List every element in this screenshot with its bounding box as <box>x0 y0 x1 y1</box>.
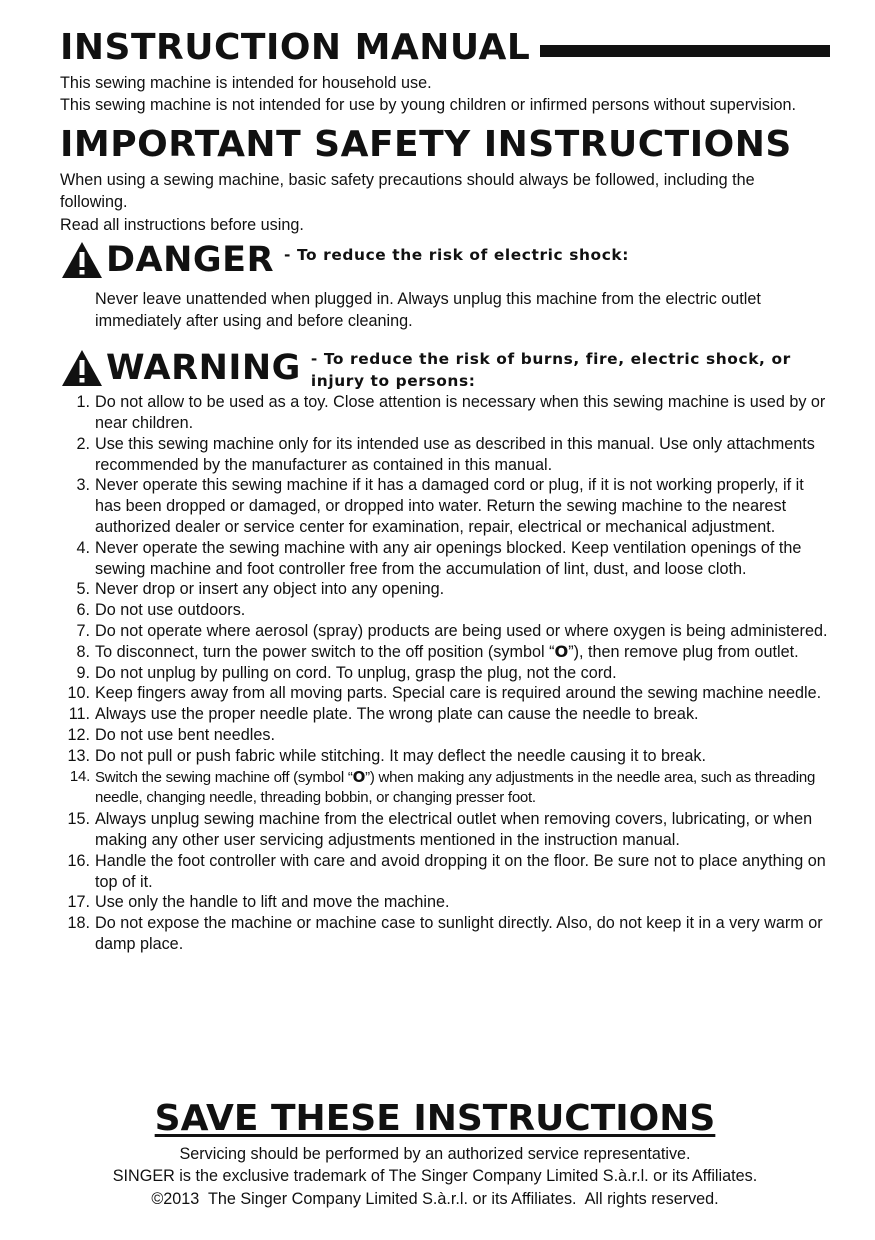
service-note: Servicing should be performed by an authorized service representative. <box>179 1145 691 1163</box>
list-item: 8. To disconnect, turn the power switch to the off position (symbol “O”), then remove plug from outlet. <box>76 641 799 661</box>
list-item: 16. Handle the foot controller with care and avoid dropping it on the floor. Be sure not to place anything on top of it. <box>67 851 826 891</box>
warning-heading <box>60 348 830 392</box>
manual-title: INSTRUCTION MANUAL <box>60 27 531 68</box>
title-rule <box>540 45 830 57</box>
list-item: 10. Keep fingers away from all moving parts. Special care is required around the sewing machine needle. <box>67 684 822 703</box>
off-symbol: O <box>554 641 569 661</box>
warning-triangle-icon <box>60 348 104 388</box>
warning-label: WARNING <box>106 348 301 389</box>
list-item: 9. Do not unplug by pulling on cord. To unplug, grasp the plug, not the cord. <box>76 663 617 682</box>
list-item: 5. Never drop or insert any object into any opening. <box>76 580 445 599</box>
manual-page <box>60 26 830 955</box>
safety-title: IMPORTANT SAFETY INSTRUCTIONS <box>60 123 792 165</box>
warning-triangle-icon <box>60 240 104 280</box>
danger-text: Never leave unattended when plugged in. Always unplug this machine from the electric outlet immediately after using and before cleaning. <box>95 290 761 331</box>
list-item: 18. Do not expose the machine or machine case to sunlight directly. Also, do not keep it in a very warm or damp place. <box>67 914 823 953</box>
warning-subtitle: - To reduce the risk of burns, fire, electric shock, or injury to persons: <box>310 350 791 391</box>
list-item: 2. Use this sewing machine only for its intended use as described in this manual. Use only attachments recommended by the manufacturer as contained in this manual. <box>76 434 815 474</box>
save-section <box>20 1093 850 1210</box>
list-item: 12. Do not use bent needles. <box>67 725 275 744</box>
list-item: 3. Never operate this sewing machine if it has a damaged cord or plug, if it is not working properly, if it has been dropped or damaged, or dropped into water. Return the sewing machine to the nearest authorized dealer or service center for examination, repair, electrical or mechanical adjustment. <box>76 476 804 536</box>
trademark-note: SINGER is the exclusive trademark of The Singer Company Limited S.à.r.l. or its Affiliates. <box>112 1167 758 1186</box>
list-item: 4. Never operate the sewing machine with any air openings blocked. Keep ventilation openings of the sewing machine and foot controller free from the accumulation of lint, dust, and loose cloth. <box>76 538 802 578</box>
warning-list <box>60 392 830 955</box>
off-symbol: O <box>352 767 366 786</box>
list-item: 14. Switch the sewing machine off (symbol “O”) when making any adjustments in the needle area, such as threading needle, changing needle, threading bobbin, or changing presser foot. <box>69 767 816 807</box>
list-item: 11. Always use the proper needle plate. The wrong plate can cause the needle to break. <box>68 705 699 724</box>
safety-line-2: Read all instructions before using. <box>60 215 304 234</box>
save-title: SAVE THESE INSTRUCTIONS <box>154 1098 716 1139</box>
list-item: 13. Do not pull or push fabric while stitching. It may deflect the needle causing it to break. <box>67 746 706 765</box>
danger-label: DANGER <box>106 240 275 281</box>
intro-line-1: This sewing machine is intended for household use. <box>60 74 432 92</box>
safety-line-1: When using a sewing machine, basic safety precautions should always be followed, including the following. <box>60 170 755 212</box>
copyright-note: ©2013 The Singer Company Limited S.à.r.l. or its Affiliates. All rights reserved. <box>151 1189 719 1208</box>
intro-line-2: This sewing machine is not intended for use by young children or infirmed persons without supervision. <box>60 96 797 115</box>
danger-heading <box>60 240 830 280</box>
list-item: 15. Always unplug sewing machine from the electrical outlet when removing covers, lubricating, or when making any other user servicing adjustments mentioned in the instruction manual. <box>67 810 813 849</box>
list-item: 1. Do not allow to be used as a toy. Close attention is necessary when this sewing machine is used by or near children. <box>76 393 826 433</box>
danger-subtitle: - To reduce the risk of electric shock: <box>284 246 630 265</box>
list-item: 7. Do not operate where aerosol (spray) products are being used or where oxygen is being administered. <box>76 621 828 640</box>
manual-title-row <box>60 26 830 70</box>
list-item: 17. Use only the handle to lift and move the machine. <box>67 893 450 912</box>
list-item: 6. Do not use outdoors. <box>76 601 246 620</box>
